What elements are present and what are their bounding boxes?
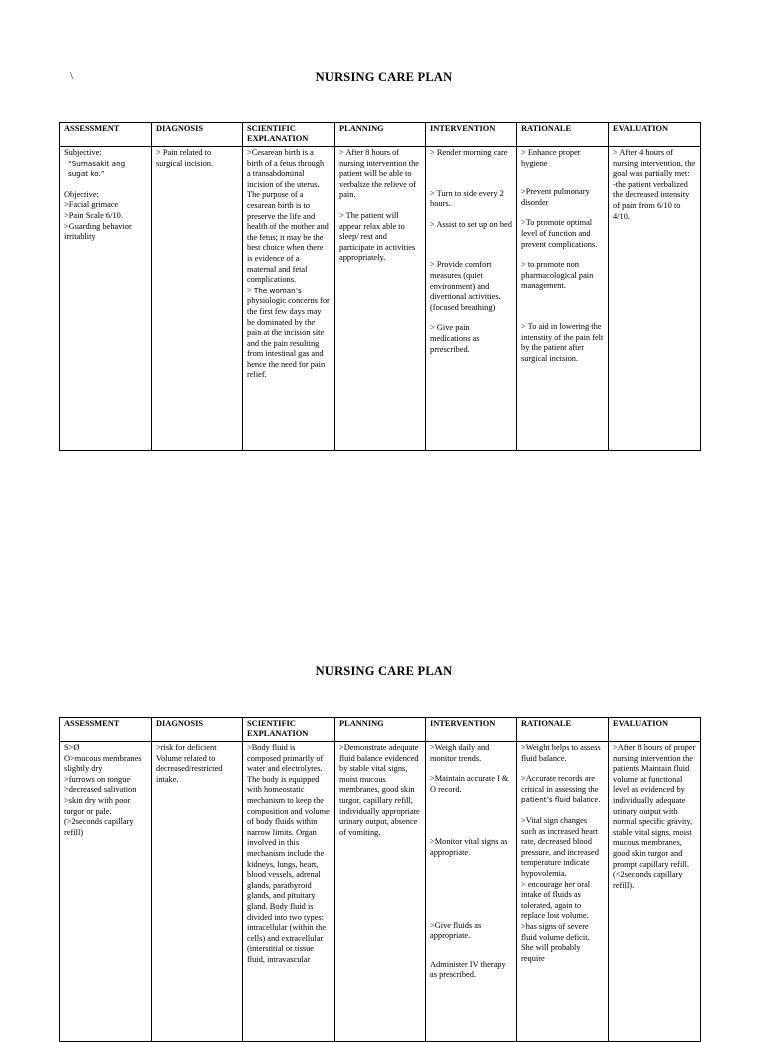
explanation-paragraph-2: > The woman’s physiologic concerns for the first few days may be dominated by the pain at the incision site and the pain resulting from intestinal gas and hence the need for pain relief. — [247, 285, 330, 380]
rationale-cell — [517, 742, 609, 1042]
evaluation-text: > After 4 hours of nursing intervention, the goal was partially met: -the patient verbalized the decreased intensity of pain from 6/10 to 4/10. — [613, 148, 696, 221]
assessment-findings: S>Ø O>mucous membranes slightly dry >furrows on tongue >decreased salivation >skin dry with poor turgor or pale.(>2seconds capillary refill) — [64, 743, 142, 837]
care-plan-1-header-row — [60, 123, 701, 147]
scientific-explanation-cell — [243, 147, 335, 451]
intervention-item: >Maintain accurate I & O record. — [430, 774, 509, 794]
intervention-item: >Monitor vital signs as appropriate. — [430, 837, 508, 857]
assessment-cell — [60, 147, 152, 451]
assessment-cell — [60, 742, 152, 1042]
intervention-cell — [426, 147, 517, 451]
rationale-item: >Prevent pulmonary disorder — [521, 187, 590, 207]
header-intervention: INTERVENTION — [426, 123, 517, 147]
rationale-item: > Enhance proper hygiene — [521, 148, 581, 168]
care-plan-2-header-row — [60, 718, 701, 742]
planning-goal-1: > After 8 hours of nursing intervention the patient will be able to verbalize the relieve of pain. — [339, 148, 420, 200]
care-plan-1-title: NURSING CARE PLAN — [315, 70, 453, 84]
intervention-item: Administer IV therapy as prescribed. — [430, 959, 506, 980]
header-rationale: RATIONALE — [517, 718, 609, 742]
explanation-sans-fragment: The woman’s — [253, 285, 302, 295]
rationale-item: >To promote optimal level of function and prevent complications. — [521, 218, 598, 249]
rationale-item: > To aid in lowering the intenstity of the pain felt by the patient after surgical incision. — [521, 321, 604, 363]
intervention-item: >Give fluids as appropriate. — [430, 920, 482, 941]
care-plan-1-body-row — [60, 147, 701, 451]
diagnosis-cell — [152, 147, 243, 451]
header-evaluation: EVALUATION — [609, 718, 701, 742]
care-plan-1-table — [59, 122, 701, 451]
header-scientific-explanation: SCIENTIFIC EXPLANATION — [243, 123, 335, 147]
objective-findings: Objective: >Facial grimace >Pain Scale 6/10. >Guarding behavior irritablity — [64, 189, 132, 242]
evaluation-cell — [609, 147, 701, 451]
rationale-sans-fragment: patient’s fluid — [521, 795, 571, 805]
scientific-explanation-cell — [243, 742, 335, 1042]
header-diagnosis: DIAGNOSIS — [152, 718, 243, 742]
planning-goal-2: > The patient will appear relax able to sleep/ rest and participate in activities appropriately. — [339, 210, 416, 263]
header-diagnosis: DIAGNOSIS — [152, 123, 243, 147]
planning-cell — [335, 147, 426, 451]
rationale-item: >Weight helps to assess fluid balance. — [521, 743, 601, 763]
evaluation-cell — [609, 742, 701, 1042]
rationale-item: > to promote non pharmacological pain management. — [521, 260, 594, 291]
header-rationale: RATIONALE — [517, 123, 609, 147]
header-evaluation: EVALUATION — [609, 123, 701, 147]
intervention-item: >Weigh daily and monitor trends. — [430, 743, 490, 763]
header-planning: PLANNING — [335, 718, 426, 742]
planning-goal: >Demonstrate adequate fluid balance evidenced by stable vital signs, moist mucous membranes, good skin turgor, capillary refill, individually appropriate urinary output, absence of vomiting. — [339, 743, 420, 837]
evaluation-text: >After 8 hours of proper nursing intervention the patients Maintain fluid volume at functional level as evidenced by individually adequate urinary output with normal specific gravity, stable vital signs, moist mucous membranes, good skin turgor and prompt capillary refill.(<2seconds capillary refill). — [613, 743, 696, 890]
intervention-item: > Turn to side every 2 hours. — [430, 188, 504, 209]
explanation-paragraph-1: >Cesarean birth is a birth of a fetus through a transabdominal incision of the uterus. The purpose of a cesarean birth is to preserve the life and health of the mother and the fetus; it may be the best choice when there is evidence of a maternal and fetal complications. — [247, 148, 329, 285]
header-assessment: ASSESSMENT — [60, 718, 152, 742]
intervention-cell — [426, 742, 517, 1042]
rationale-item: >Accurate records are critical in assessing the patient’s fluid balance. — [521, 774, 601, 805]
header-intervention: INTERVENTION — [426, 718, 517, 742]
rationale-item: > encourage her oral intake of fluids as tolerated, again to replace lost volume. >has signs of severe fluid volume deficit. She will probably require — [521, 879, 591, 963]
rationale-cell — [517, 147, 609, 451]
header-assessment: ASSESSMENT — [60, 123, 152, 147]
diagnosis-text: >risk for deficient Volume related to decreased/restricted intake. — [156, 743, 223, 784]
stray-backslash-mark: \ — [70, 70, 74, 82]
rationale-item: >Vital sign changes such as increased heart rate, decreased blood pressure, and increased temperature indicate hypovolemia. — [521, 815, 599, 878]
subjective-label: Subjective: — [64, 148, 102, 157]
intervention-item: > Give pain medications as prrescribed. — [430, 323, 480, 354]
header-planning: PLANNING — [335, 123, 426, 147]
diagnosis-cell — [152, 742, 243, 1042]
intervention-item: > Provide comfort measures (quiet environment) and divertional activities. (focused breathing) — [430, 260, 501, 312]
intervention-item: > Assist to set up on bed — [430, 219, 512, 229]
intervention-item: > Render morning care — [430, 148, 508, 157]
care-plan-2-body-row — [60, 742, 701, 1042]
explanation-paragraph: >Body fluid is composed primarily of water and electrolytes. The body is equipped with homeostatic mechanism to keep the composition and volume of body fluids within narrow limits. Organ involved in this mechanism include the kidneys, lungs, heart, blood vessels, adrenal glands, parathyroid glands, and pituitary gland. Body fluid is divided into two types: intracellular (within the cells) and extracellular (interstitial or tissue fluid, intravascular — [247, 743, 330, 964]
subjective-quote: “Sumasakit ang sugat ko.” — [68, 158, 126, 179]
care-plan-2-table — [59, 717, 701, 1042]
diagnosis-text: > Pain related to surgical incision. — [156, 148, 214, 168]
header-scientific-explanation: SCIENTIFIC EXPLANATION — [243, 718, 335, 742]
planning-cell — [335, 742, 426, 1042]
care-plan-2-title: NURSING CARE PLAN — [315, 664, 453, 678]
